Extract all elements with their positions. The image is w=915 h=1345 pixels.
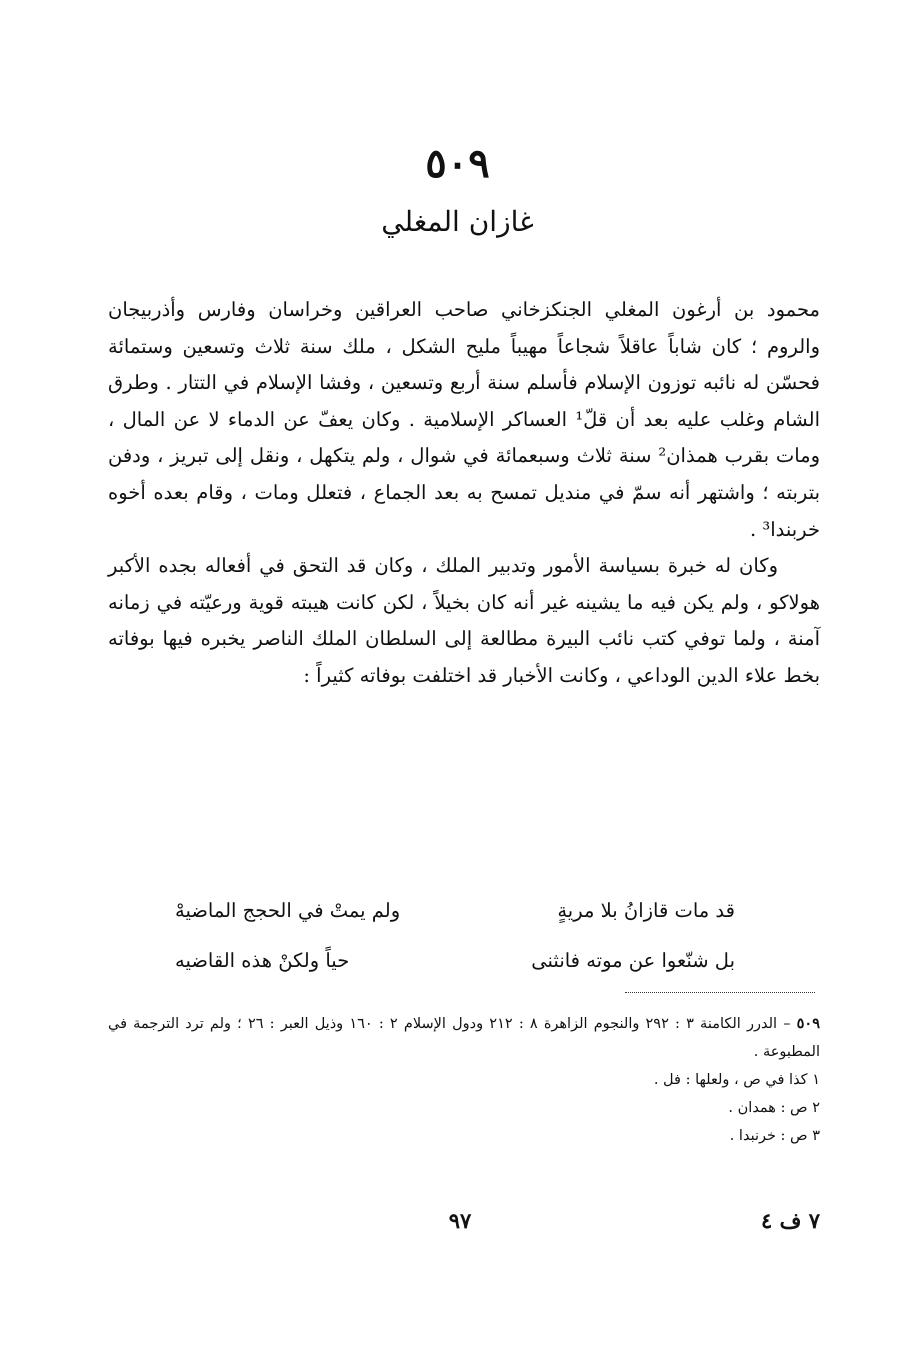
footnote-separator — [625, 992, 815, 993]
page-number: ٩٧ — [448, 1208, 472, 1233]
footnote-sources-text: – الدرر الكامنة ٣ : ٢٩٢ والنجوم الزاهرة ٨ : ٢١٢ ودول الإسلام ٢ : ١٦٠ وذيل العبر : ٢٦ ؛ ولم ترد الترجمة في المطبوعة . — [108, 1016, 820, 1060]
footnote-3: ٣ ص : خرنبدا . — [729, 1128, 820, 1144]
entry-number: ٥٠٩ — [425, 140, 490, 187]
footnote-entry-number: ٥٠٩ — [796, 1015, 820, 1032]
footnote-2: ٢ ص : همدان . — [728, 1100, 820, 1116]
verse-1-second-hemistich: ولم يمتْ في الحجج الماضيهْ — [175, 899, 401, 922]
footnotes — [108, 1010, 820, 1150]
verse-1-first-hemistich: قد مات قازانُ بلا مريةٍ — [557, 899, 735, 922]
verse-line-2 — [175, 936, 735, 986]
paragraph-1: محمود بن أرغون المغلي الجنكزخاني صاحب العراقين وخراسان وفارس وأذربيجان والروم ؛ كان شاباً عاقلاً شجاعاً مهيباً مليح الشكل ، ملك سنة ثلاث وتسعين وستمائة فحسّن له نائبه توزون الإسلام فأسلم سنة أربع وتسعين ، وفشا الإسلام في التتار . وطرق الشام وغلب عليه بعد أن قلّ¹ العساكر الإسلامية . وكان يعفّ عن الدماء لا عن المال ، ومات بقرب همذان² سنة ثلاث وسبعمائة في شوال ، ولم يتكهل ، ونقل إلى تبريز ، ودفن بتربته ؛ واشتهر أنه سمّ في منديل تمسح به بعد الجماع ، فتعلل ومات ، وقام بعده أخوه خربندا³ . — [108, 298, 821, 541]
verse-2-second-hemistich: حياً ولكنْ هذه القاضيه — [175, 949, 350, 972]
verse-line-1 — [175, 886, 735, 936]
entry-title: غازان المغلي — [381, 205, 534, 238]
signature-mark: ٧ ف ٤ — [761, 1208, 820, 1233]
verse-block — [175, 886, 735, 986]
footnote-1: ١ كذا في ص ، ولعلها : فل . — [653, 1072, 820, 1088]
paragraph-2: وكان له خبرة بسياسة الأمور وتدبير الملك ، وكان قد التحق في أفعاله بجده الأكبر هولاكو ، ولم يكن فيه ما يشينه غير أنه كان بخيلاً ، لكن كانت هيبته قوية ورعيّته في زمانه آمنة ، ولما توفي كتب نائب البيرة مطالعة إلى السلطان الملك الناصر يخبره فيها بوفاته بخط علاء الدين الوداعي ، وكانت الأخبار قد اختلفت بوفاته كثيراً : — [108, 554, 820, 687]
verse-2-first-hemistich: بل شنّعوا عن موته فانثنى — [531, 949, 735, 972]
body-text — [108, 292, 820, 695]
footnote-sources — [108, 1010, 820, 1066]
